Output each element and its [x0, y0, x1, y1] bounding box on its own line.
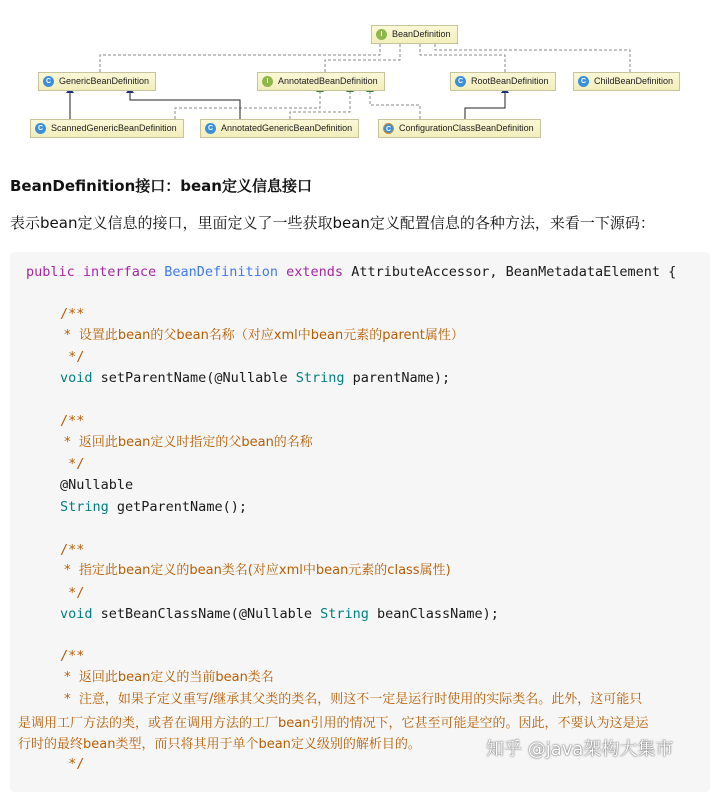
code-line-declaration: public interface BeanDefinition extends AttributeAccessor, BeanMetadataElement {	[26, 264, 677, 280]
doc-comment-line: * 注意，如果子定义重写/继承其父类的类名，则这不一定是运行时使用的实际类名。此外，这可能只	[60, 692, 643, 707]
intro-paragraph: 表示bean定义信息的接口，里面定义了一些获取bean定义配置信息的各种方法，来看一下源码：	[10, 214, 655, 232]
class-icon: C	[43, 76, 54, 87]
method-get-parent-name: String getParentName();	[60, 499, 247, 515]
doc-comment-close: */	[60, 349, 85, 365]
doc-comment-line: * 指定此bean定义的bean类名(对应xml中bean元素的class属性)	[60, 563, 451, 578]
doc-comment-line: * 返回此bean定义时指定的父bean的名称	[60, 435, 313, 450]
doc-comment-close: */	[60, 756, 85, 772]
class-icon: C	[383, 123, 394, 134]
class-node-configurationclassbeandefinition: C ConfigurationClassBeanDefinition	[378, 119, 541, 138]
doc-comment-open: /**	[60, 413, 85, 429]
interface-icon: I	[376, 29, 387, 40]
class-node-rootbeandefinition: C RootBeanDefinition	[450, 72, 556, 91]
doc-comment-line: * 设置此bean的父bean名称（对应xml中bean元素的parent属性）	[60, 328, 464, 343]
section-heading: BeanDefinition接口：bean定义信息接口	[10, 177, 312, 195]
method-set-bean-class-name: void setBeanClassName(@Nullable String beanClassName);	[60, 606, 499, 622]
class-node-beandefinition: I BeanDefinition	[371, 25, 458, 44]
class-node-annotatedgenericbeandefinition: C AnnotatedGenericBeanDefinition	[200, 119, 359, 138]
class-node-annotatedbeandefinition: I AnnotatedBeanDefinition	[257, 72, 385, 91]
class-icon: C	[578, 76, 589, 87]
doc-comment-line: 行时的最终bean类型，而只将其用于单个bean定义级别的解析目的。	[18, 737, 421, 752]
doc-comment-close: */	[60, 585, 85, 601]
code-block	[10, 252, 710, 792]
interface-icon: I	[262, 76, 273, 87]
doc-comment-line: 是调用工厂方法的类，或者在调用方法的工厂bean引用的情况下，它甚至可能是空的。因此，不要认为这是运	[18, 716, 649, 731]
class-node-genericbeandefinition: C GenericBeanDefinition	[38, 72, 156, 91]
annotation-nullable: @Nullable	[60, 477, 134, 493]
class-node-childbeandefinition: C ChildBeanDefinition	[573, 72, 680, 91]
class-hierarchy-diagram	[0, 0, 720, 160]
class-icon: C	[205, 123, 216, 134]
doc-comment-close: */	[60, 456, 85, 472]
watermark: 知乎 @java架构大集市	[486, 739, 674, 760]
class-node-scannedgenericbeandefinition: C ScannedGenericBeanDefinition	[30, 119, 184, 138]
doc-comment-open: /**	[60, 306, 85, 322]
doc-comment-line: * 返回此bean定义的当前bean类名	[60, 670, 274, 685]
class-icon: C	[35, 123, 46, 134]
doc-comment-open: /**	[60, 648, 85, 664]
class-icon: C	[455, 76, 466, 87]
doc-comment-open: /**	[60, 542, 85, 558]
method-set-parent-name: void setParentName(@Nullable String parentName);	[60, 370, 451, 386]
